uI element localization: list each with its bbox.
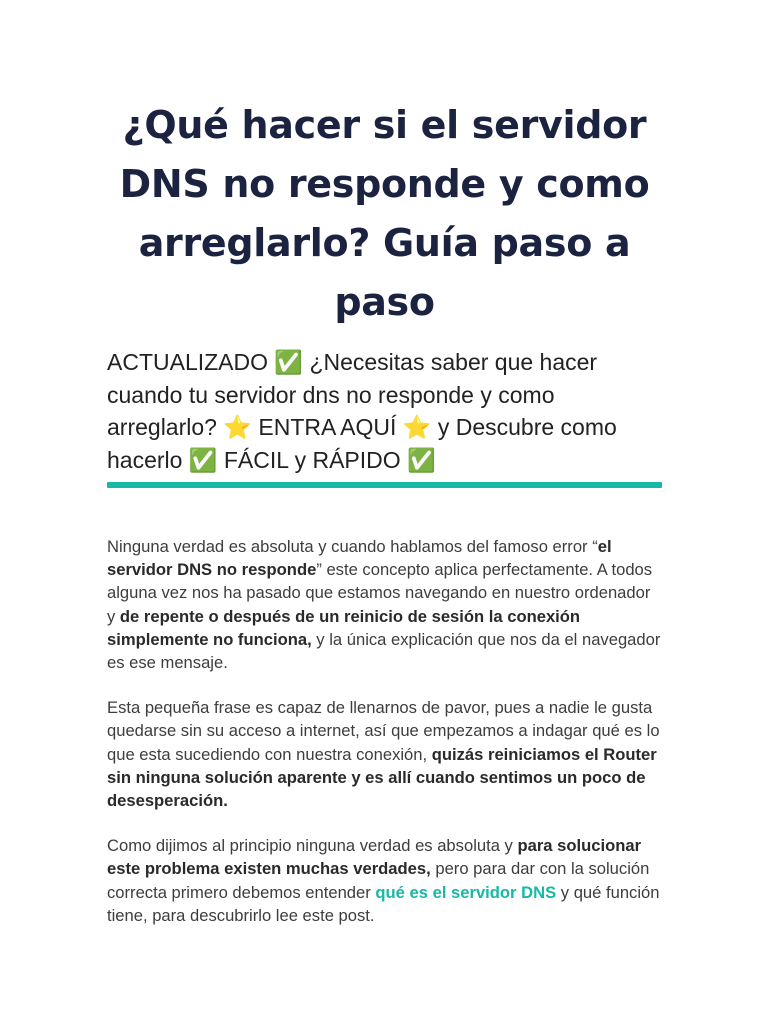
article-body xyxy=(107,535,662,927)
paragraph-text: y la única explicación que nos da el navegador es ese mensaje. xyxy=(107,629,661,673)
accent-divider xyxy=(107,482,662,488)
paragraph-text: Ninguna verdad es absoluta y cuando hablamos del famoso error “ xyxy=(107,537,598,556)
paragraph xyxy=(107,834,662,927)
article xyxy=(107,96,662,949)
article-subtitle: ACTUALIZADO ✅ ¿Necesitas saber que hacer cuando tu servidor dns no responde y como arreglarlo? ⭐ ENTRA AQUÍ ⭐ y Descubre como hacerlo ✅ FÁCIL y RÁPIDO ✅ xyxy=(107,349,617,473)
bold-text: de repente o después de un reinicio de sesión la conexión simplemente no funciona, xyxy=(107,606,581,649)
paragraph-text: Como dijimos al principio ninguna verdad es absoluta y xyxy=(107,836,518,856)
dns-server-link[interactable]: qué es el servidor DNS xyxy=(375,882,557,902)
paragraph-text: Esta pequeña frase es capaz de llenarnos de pavor, pues a nadie le gusta quedarse sin su acceso a internet, así que empezamos a indagar qué es lo que esta sucediendo con nuestra conexión, xyxy=(107,698,660,764)
bold-text: para solucionar este problema existen muchas verdades, xyxy=(107,836,642,879)
paragraph xyxy=(107,696,662,812)
bold-text: quizás reiniciamos el Router sin ninguna solución aparente y es allí cuando sentimos un poco de desesperación. xyxy=(107,744,657,811)
paragraph xyxy=(107,535,662,674)
article-title: ¿Qué hacer si el servidor DNS no responde y como arreglarlo? Guía paso a paso xyxy=(119,103,650,324)
paragraph-text: pero para dar con la solución correcta primero debemos entender xyxy=(107,859,650,902)
paragraph-text: ” este concepto aplica perfectamente. A todos alguna vez nos ha pasado que estamos navegando en nuestro ordenador y xyxy=(107,560,653,626)
paragraph-text: y qué función tiene, para descubrirlo lee este post. xyxy=(107,882,660,925)
bold-text: el servidor DNS no responde xyxy=(107,537,612,580)
